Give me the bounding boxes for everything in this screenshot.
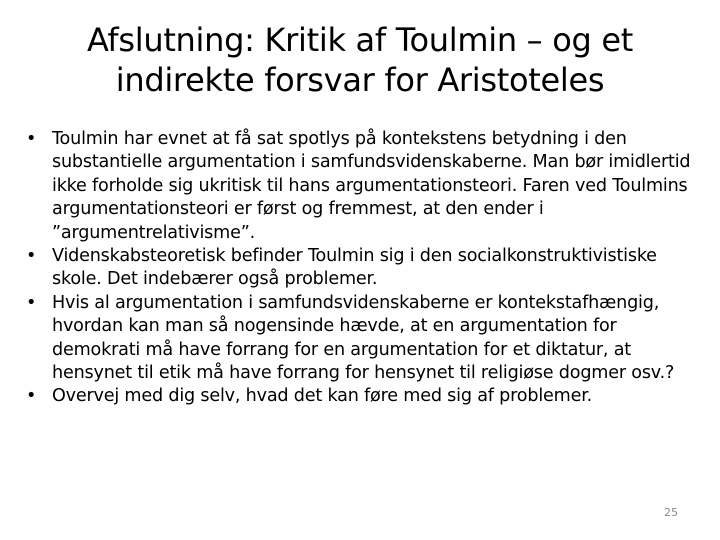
bullet-text: Overvej med dig selv, hvad det kan føre med sig af problemer.: [52, 386, 593, 407]
bullet-item-3: [26, 292, 696, 386]
bullet-item-1: [26, 128, 696, 245]
bullet-marker: •: [26, 386, 37, 407]
bullet-text: Videnskabsteoretisk befinder Toulmin sig i den socialkonstruktivistiske skole. Det indebærer også problemer.: [52, 246, 657, 290]
slide-title: Afslutning: Kritik af Toulmin – og et indirekte forsvar for Aristoteles: [86, 21, 634, 99]
bullet-marker: •: [26, 129, 37, 149]
bullet-list: [26, 128, 696, 409]
bullet-marker: •: [26, 292, 37, 313]
bullet-item-4: [26, 385, 696, 408]
bullet-text: Hvis al argumentation i samfundsvidenskaberne er kontekstafhængig, hvordan kan man så nogensinde hævde, at en argumentation for demokrati må have forrang for en argumentation for et diktatur, at hensynet til etik må have forrang for hensynet til religiøse dogmer osv.?: [52, 292, 675, 384]
bullet-item-2: [26, 245, 696, 292]
page-number: 25: [664, 506, 678, 519]
bullet-marker: •: [26, 246, 37, 267]
bullet-text: Toulmin har evnet at få sat spotlys på kontekstens betydning i den substantielle argumentation i samfundsvidenskaberne. Man bør imidlertid ikke forholde sig ukritisk til hans argumentationsteori. Faren ved Toulmins argumentationsteori er først og fremmest, at den ender i ”argumentrelativisme”.: [52, 129, 691, 243]
